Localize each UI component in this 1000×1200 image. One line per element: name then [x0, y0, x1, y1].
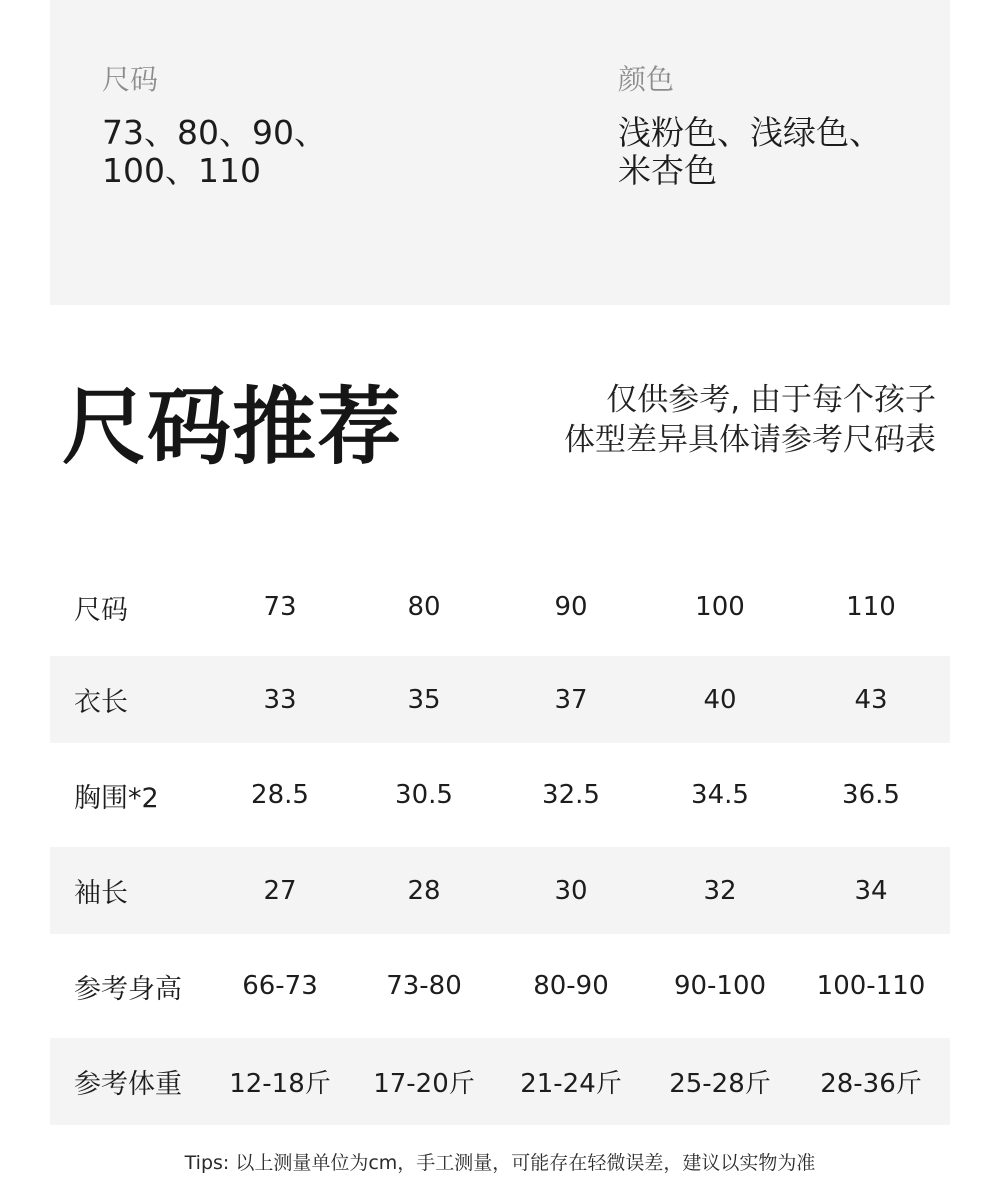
page-title: 尺码推荐	[62, 378, 403, 476]
size-info	[102, 62, 327, 190]
table-cell: 21-24斤	[520, 1069, 622, 1099]
row-label: 袖长	[74, 878, 128, 909]
table-cell: 73-80	[386, 971, 462, 1001]
table-cell: 73	[263, 592, 297, 622]
page-subtitle: 仅供参考, 由于每个孩子 体型差异具体请参考尺码表	[564, 382, 936, 458]
size-label: 尺码	[102, 63, 159, 96]
size-table	[50, 558, 950, 1125]
table-cell: 80	[407, 592, 441, 622]
table-cell: 33	[263, 684, 297, 715]
table-cell: 90-100	[673, 971, 767, 1001]
table-row	[50, 847, 950, 934]
table-cell: 17-20斤	[373, 1069, 475, 1099]
table-cell: 40	[703, 684, 737, 715]
table-cell: 100	[695, 592, 745, 622]
table-row	[50, 743, 950, 847]
color-value: 浅粉色、浅绿色、 米杏色	[618, 113, 882, 190]
table-cell: 30.5	[395, 780, 453, 810]
color-info	[618, 62, 882, 190]
table-cell: 32.5	[542, 780, 600, 810]
table-row	[50, 656, 950, 743]
table-cell: 100-110	[816, 971, 926, 1001]
table-cell: 34.5	[691, 780, 749, 810]
table-cell: 28-36斤	[820, 1069, 922, 1099]
table-row	[50, 934, 950, 1038]
table-row	[50, 558, 950, 656]
table-cell: 28	[407, 875, 441, 906]
table-cell: 66-73	[242, 971, 318, 1001]
row-label: 衣长	[74, 687, 128, 718]
table-cell: 27	[263, 875, 297, 906]
table-cell: 36.5	[842, 780, 900, 810]
row-label: 尺码	[74, 594, 128, 626]
table-cell: 25-28斤	[669, 1069, 771, 1099]
table-cell: 34	[854, 875, 888, 906]
color-label: 颜色	[618, 63, 675, 96]
table-row	[50, 1038, 950, 1125]
table-cell: 80-90	[533, 971, 609, 1001]
measurement-tips: Tips: 以上测量单位为cm，手工测量，可能存在轻微误差，建议以实物为准	[184, 1152, 816, 1174]
size-value: 73、80、90、 100、110	[102, 113, 327, 190]
table-cell: 32	[703, 875, 737, 906]
table-cell: 37	[554, 684, 588, 715]
row-label: 胸围*2	[74, 782, 159, 814]
table-cell: 43	[854, 684, 888, 715]
row-label: 参考体重	[74, 1069, 182, 1100]
table-cell: 90	[554, 592, 588, 622]
table-cell: 110	[846, 592, 896, 622]
table-cell: 28.5	[251, 780, 309, 810]
table-cell: 35	[407, 684, 441, 715]
product-info-panel	[50, 0, 950, 305]
table-cell: 12-18斤	[229, 1069, 331, 1099]
table-cell: 30	[554, 875, 588, 906]
row-label: 参考身高	[74, 973, 182, 1005]
